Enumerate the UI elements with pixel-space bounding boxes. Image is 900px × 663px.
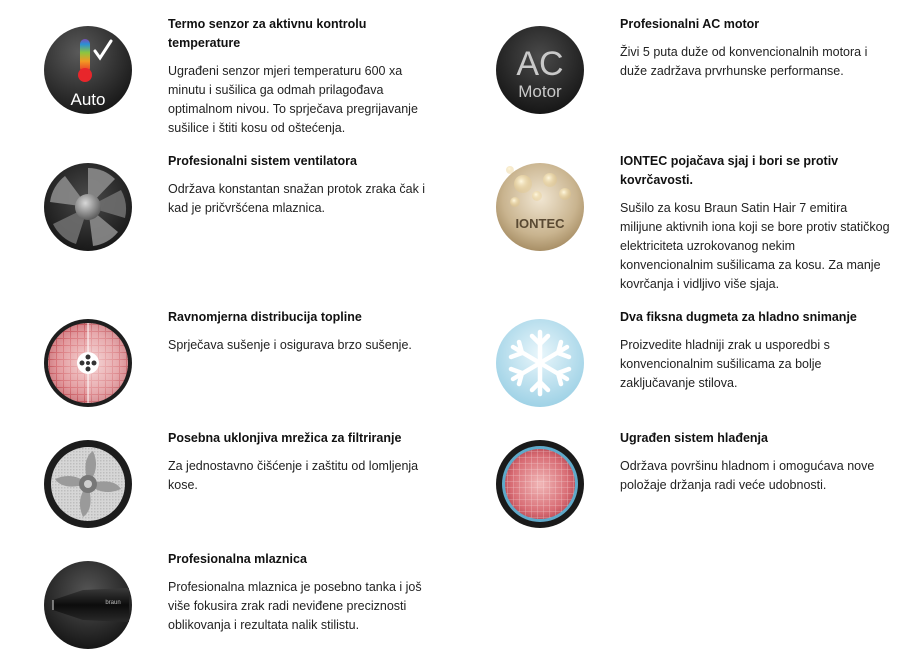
feature-description: Profesionalna mlaznica je posebno tanka i još više fokusira zrak radi neviđene preciznosti oblikovanja i rezultata nalik stilistu. — [168, 580, 422, 632]
feature-description: Za jednostavno čišćenje i zaštitu od lomljenja kose. — [168, 459, 419, 492]
feature-title: Posebna uklonjiva mrežica za filtriranje — [168, 431, 402, 445]
nozzle-icon — [43, 560, 133, 650]
feature-description: Održava konstantan snažan protok zraka čak i kad je pričvršćena mlaznica. — [168, 182, 426, 215]
auto-thermo-sensor-icon — [43, 25, 133, 115]
iontec-icon — [495, 162, 585, 252]
cooling-system-icon — [495, 439, 585, 529]
ac-label: AC — [516, 45, 564, 83]
feature-description: Sušilo za kosu Braun Satin Hair 7 emitira milijune aktivnih iona koji se bore protiv statičkog elektriciteta uzrokovanog nekim konvencionalnim sušilicama za kosu. Za manje kovrčanja i vidljivo više sjaja. — [620, 201, 890, 291]
feature-title: Profesionalna mlaznica — [168, 552, 307, 566]
feature-description: Ugrađeni senzor mjeri temperaturu 600 xa minutu i sušilica ga odmah prilagođava optimalnom nivou. To sprječava pregrijavanje sušilice i štiti kosu od oštećenja. — [168, 64, 418, 135]
auto-label: Auto — [70, 90, 106, 109]
feature-description: Održava površinu hladnom i omogućava nove položaje držanja radi veće udobnosti. — [620, 459, 875, 492]
feature-title: Ugrađen sistem hlađenja — [620, 431, 768, 445]
feature-title: Dva fiksna dugmeta za hladno snimanje — [620, 310, 857, 324]
fan-icon — [43, 162, 133, 252]
snowflake-icon — [495, 318, 585, 408]
iontec-label: IONTEC — [515, 216, 565, 231]
feature-title: IONTEC pojačava sjaj i bori se protiv kovrčavosti. — [620, 154, 839, 187]
feature-description: Sprječava sušenje i osigurava brzo sušenje. — [168, 338, 412, 352]
feature-description: Živi 5 puta duže od konvencionalnih motora i duže zadržava prvrhunske performanse. — [620, 45, 868, 78]
feature-title: Ravnomjerna distribucija topline — [168, 310, 362, 324]
feature-description: Proizvedite hladniji zrak u usporedbi s konvencionalnim sušilicama za bolje zaključavanje stilova. — [620, 338, 830, 390]
heat-distribution-icon — [43, 318, 133, 408]
feature-title: Profesionalni sistem ventilatora — [168, 154, 357, 168]
feature-title: Termo senzor za aktivnu kontrolu temperature — [168, 17, 367, 50]
motor-label: Motor — [518, 82, 562, 101]
ac-motor-icon — [495, 25, 585, 115]
filter-mesh-icon — [43, 439, 133, 529]
feature-title: Profesionalni AC motor — [620, 17, 760, 31]
braun-logo: braun — [105, 600, 121, 606]
